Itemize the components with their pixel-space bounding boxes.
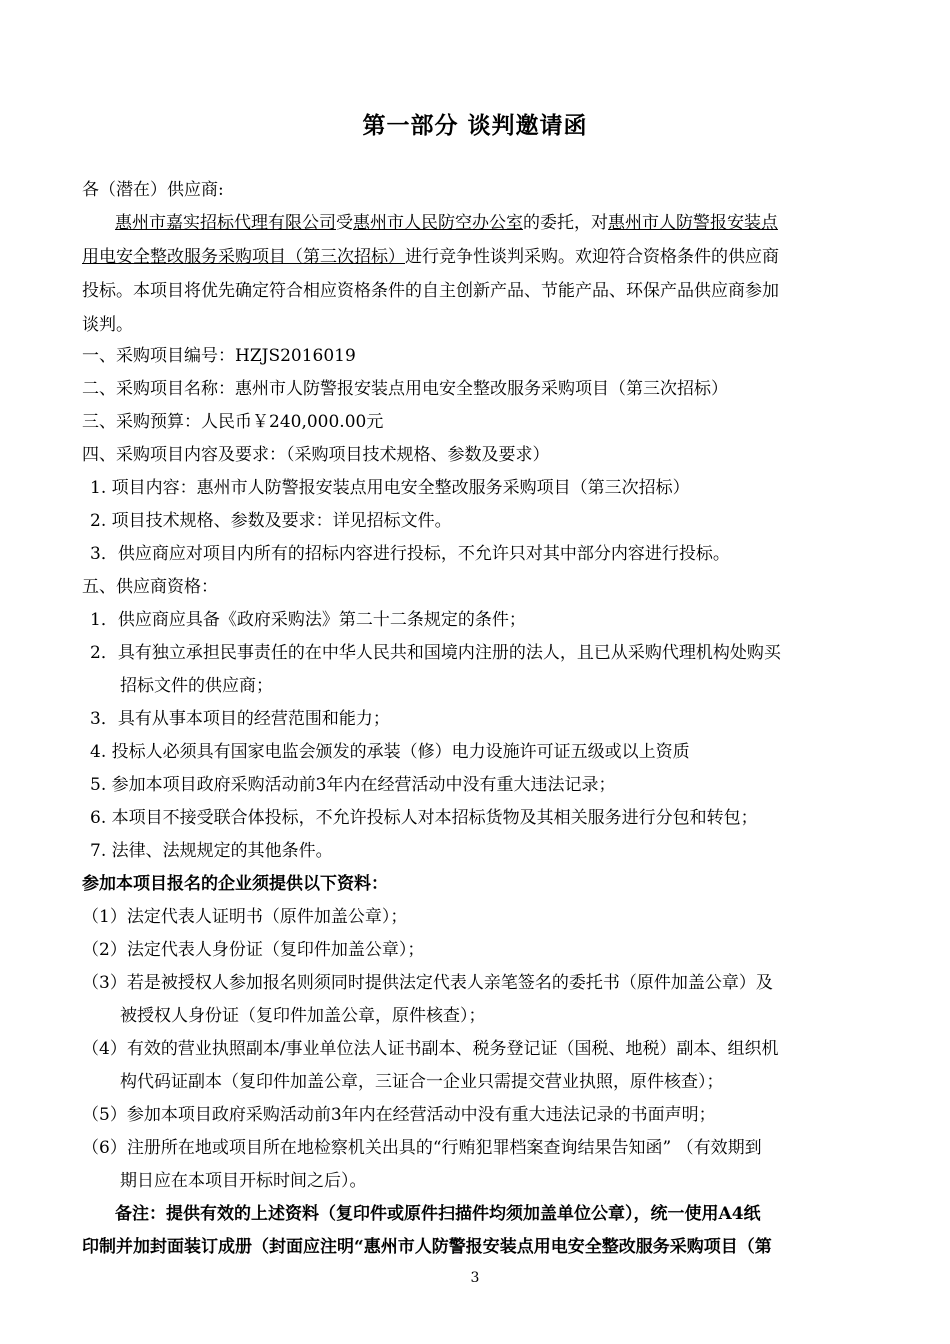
note-line-1: 备注：提供有效的上述资料（复印件或原件扫描件均须加盖单位公章），统一使用A4纸 [115, 1204, 761, 1224]
materials-heading: 参加本项目报名的企业须提供以下资料： [82, 874, 388, 894]
requirement-1: 1. 项目内容：惠州市人防警报安装点用电安全整改服务采购项目（第三次招标） [90, 478, 690, 498]
project-name-part1: 惠州市人防警报安装点 [608, 213, 778, 233]
intro-line-4: 谈判。 [82, 315, 133, 335]
material-3: （3）若是被授权人参加报名则须同时提供法定代表人亲笔签名的委托书（原件加盖公章）及 [82, 973, 773, 993]
material-6-cont: 期日应在本项目开标时间之后）。 [120, 1171, 367, 1191]
qualification-1: 1．供应商应具备《政府采购法》第二十二条规定的条件； [90, 610, 526, 630]
intro-line-3: 投标。本项目将优先确定符合相应资格条件的自主创新产品、节能产品、环保产品供应商参加 [82, 281, 779, 301]
qualification-3: 3．具有从事本项目的经营范围和能力； [90, 709, 390, 729]
note-line-2: 印制并加封面装订成册（封面应注明“惠州市人防警报安装点用电安全整改服务采购项目（第 [82, 1237, 772, 1257]
client-name: 惠州市人民防空办公室 [353, 213, 523, 233]
material-4-cont: 构代码证副本（复印件加盖公章，三证合一企业只需提交营业执照，原件核查）； [120, 1072, 724, 1092]
material-4: （4）有效的营业执照副本/事业单位法人证书副本、税务登记证（国税、地税）副本、组织机 [82, 1039, 779, 1059]
qualification-5: 5. 参加本项目政府采购活动前3年内在经营活动中没有重大违法记录； [90, 775, 616, 795]
page-number: 3 [470, 1270, 480, 1286]
material-1: （1）法定代表人证明书（原件加盖公章）； [82, 907, 408, 927]
project-name-part2: 用电安全整改服务采购项目（第三次招标） [82, 247, 405, 267]
qualification-4: 4. 投标人必须具有国家电监会颁发的承装（修）电力设施许可证五级或以上资质 [90, 742, 690, 762]
requirement-2: 2. 项目技术规格、参数及要求：详见招标文件。 [90, 511, 452, 531]
item-project-number: 一、采购项目编号：HZJS2016019 [82, 346, 356, 366]
intro-text: 受 [336, 213, 353, 233]
qualification-6: 6. 本项目不接受联合体投标，不允许投标人对本招标货物及其相关服务进行分包和转包； [90, 808, 758, 828]
material-5: （5）参加本项目政府采购活动前3年内在经营活动中没有重大违法记录的书面声明； [82, 1105, 716, 1125]
item-budget: 三、采购预算：人民币￥240,000.00元 [82, 412, 384, 432]
intro-text: 的委托，对 [523, 213, 608, 233]
page-title: 第一部分 谈判邀请函 [362, 112, 588, 139]
material-6: （6）注册所在地或项目所在地检察机关出具的“行贿犯罪档案查询结果告知函” （有效期到 [82, 1138, 762, 1158]
qualification-2: 2．具有独立承担民事责任的在中华人民共和国境内注册的法人，且已从采购代理机构处购买 [90, 643, 781, 663]
item-requirements: 四、采购项目内容及要求：（采购项目技术规格、参数及要求） [82, 445, 550, 465]
qualification-7: 7. 法律、法规规定的其他条件。 [90, 841, 333, 861]
intro-line-1 [115, 211, 870, 235]
item-project-name: 二、采购项目名称：惠州市人防警报安装点用电安全整改服务采购项目（第三次招标） [82, 379, 728, 399]
qualification-2-cont: 招标文件的供应商； [120, 676, 273, 696]
salutation: 各（潜在）供应商: [82, 180, 224, 200]
item-qualifications: 五、供应商资格： [82, 577, 218, 597]
intro-text: 进行竞争性谈判采购。欢迎符合资格条件的供应商 [405, 247, 779, 267]
intro-line-2 [82, 245, 872, 269]
material-2: （2）法定代表人身份证（复印件加盖公章）； [82, 940, 425, 960]
agency-name: 惠州市嘉实招标代理有限公司 [115, 213, 336, 233]
requirement-3: 3．供应商应对项目内所有的招标内容进行投标，不允许只对其中部分内容进行投标。 [90, 544, 730, 564]
material-3-cont: 被授权人身份证（复印件加盖公章，原件核查）； [120, 1006, 486, 1026]
